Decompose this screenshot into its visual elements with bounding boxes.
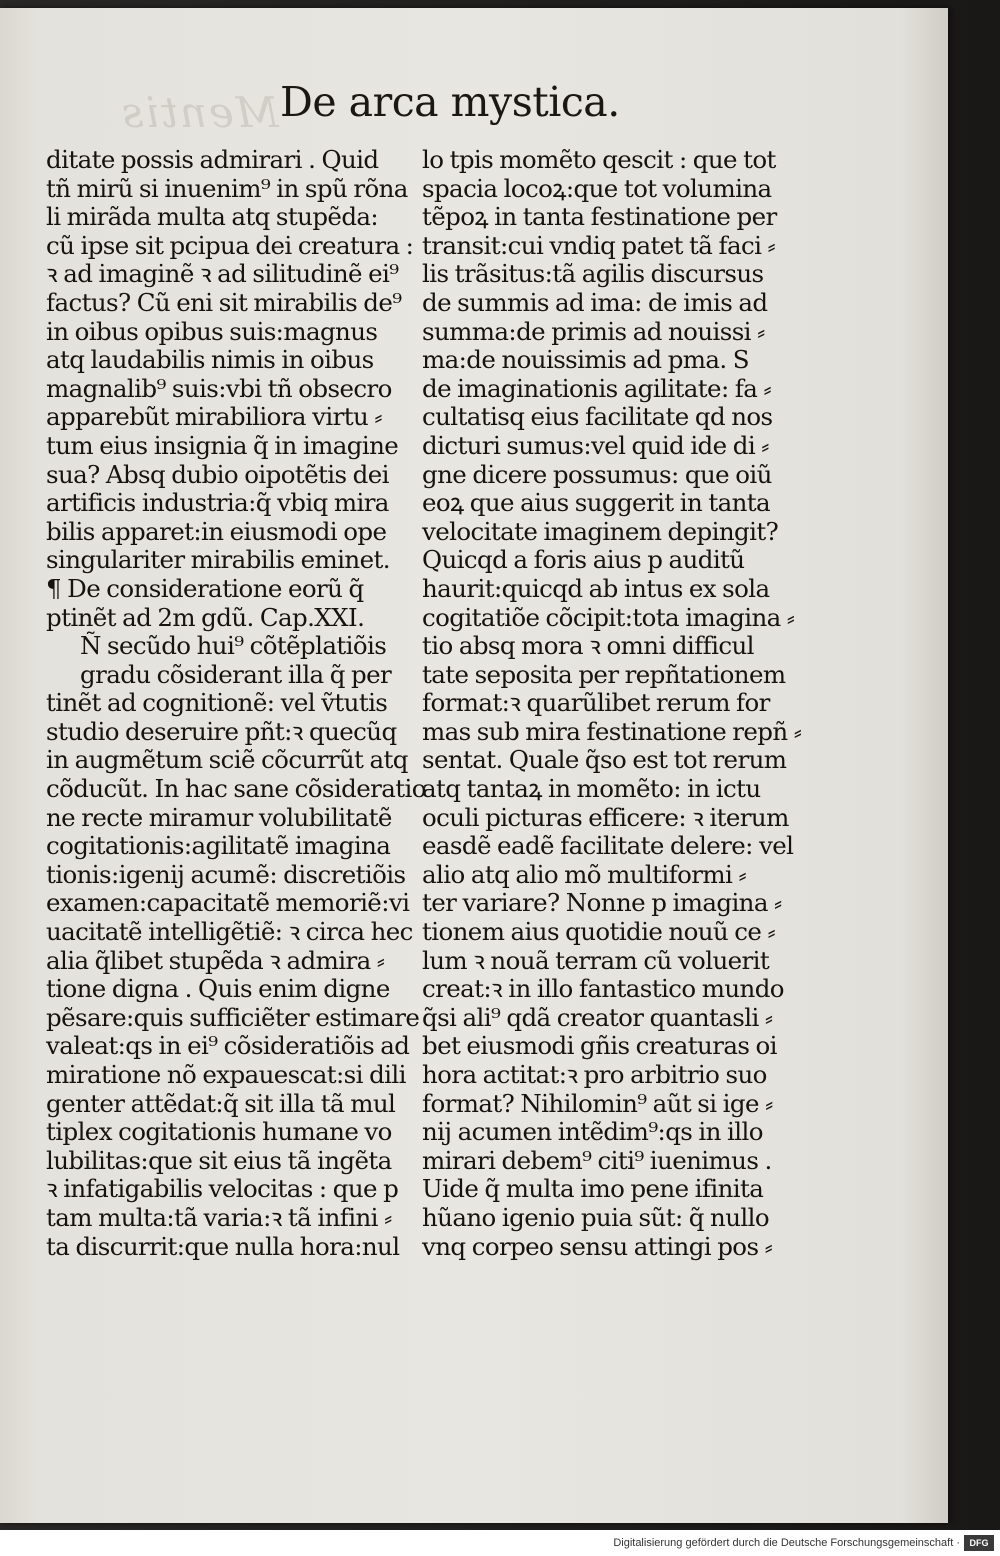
text-line: artificis industria:q̃ vbiq mira <box>46 488 389 518</box>
text-line: ta discurrit:que nulla hora:nul <box>46 1231 400 1261</box>
text-line: pẽsare:quis sufficiẽter estimare <box>46 1002 420 1032</box>
text-line: cogitatiõe cõcipit:tota imagina ⸗ <box>422 602 795 632</box>
text-line: lubilitas:que sit eius tã ingẽta <box>46 1145 392 1175</box>
text-line: ditate possis admirari . Quid <box>46 145 379 174</box>
right-text-column <box>422 145 802 1261</box>
text-line: nij acumen intẽdim⁹:qs in illo <box>422 1117 763 1147</box>
text-line: tam multa:tã varia:ꝛ tã infini ⸗ <box>46 1202 392 1232</box>
text-line: tñ mirũ si inuenim⁹ in spũ rõna <box>46 173 408 203</box>
text-line: lis trãsitus:tã agilis discursus <box>422 259 764 289</box>
text-line: miratione nõ expauescat:si dili <box>46 1060 406 1089</box>
text-line: summa:de primis ad nouissi ⸗ <box>422 316 765 346</box>
text-line: tio absq mora ꝛ omni difficul <box>422 631 754 661</box>
text-line: uacitatẽ intelligẽtiẽ: ꝛ circa hec <box>46 917 413 947</box>
text-line: ꝛ ad imaginẽ ꝛ ad silitudinẽ ei⁹ <box>46 259 399 289</box>
text-line: mirari debem⁹ citi⁹ iuenimus . <box>422 1145 772 1175</box>
text-line: oculi picturas efficere: ꝛ iterum <box>422 802 789 832</box>
left-text-column <box>46 145 426 1261</box>
text-line: de summis ad ima: de imis ad <box>422 287 768 317</box>
text-line: atq laudabilis nimis in oibus <box>46 345 374 375</box>
text-line: gne dicere possumus: que oiũ <box>422 459 772 489</box>
text-line: tate seposita per repñtationem <box>422 659 786 689</box>
text-line: li mirãda multa atq stupẽda: <box>46 202 379 232</box>
text-line: tione digna . Quis enim digne <box>46 974 390 1004</box>
text-line: factus? Cũ eni sit mirabilis de⁹ <box>46 287 402 317</box>
text-line: sentat. Quale q̃so est tot rerum <box>422 745 787 775</box>
text-line: ¶ De consideratione eorũ q̃ <box>46 573 364 603</box>
text-line: ꝛ infatigabilis velocitas : que p <box>46 1174 399 1204</box>
text-line: Ñ secũdo hui⁹ cõtẽplatiõis <box>80 631 387 661</box>
text-line: tiplex cogitationis humane vo <box>46 1117 392 1147</box>
text-line: spacia locoꝝ:que tot volumina <box>422 173 772 203</box>
dfg-logo: DFG <box>964 1535 994 1551</box>
text-line: magnalib⁹ suis:vbi tñ obsecro <box>46 373 392 403</box>
text-line: lum ꝛ nouã terram cũ voluerit <box>422 945 770 975</box>
text-line: eoꝝ que aius suggerit in tanta <box>422 488 771 518</box>
text-line: tẽpoꝝ in tanta festinatione per <box>422 202 777 232</box>
text-line: format:ꝛ quarũlibet rerum for <box>422 688 770 718</box>
text-line: genter attẽdat:q̃ sit illa tã mul <box>46 1088 396 1118</box>
text-line: atq tantaꝝ in momẽto: in ictu <box>422 774 761 804</box>
text-line: transit:cui vndiq patet tã faci ⸗ <box>422 230 776 260</box>
text-line: lo tpis momẽto qescit : que tot <box>422 145 776 174</box>
text-line: studio deseruire pñt:ꝛ quecũq <box>46 716 397 746</box>
text-line: alio atq alio mõ multiformi ⸗ <box>422 859 746 889</box>
text-line: mas sub mira festinatione repñ ⸗ <box>422 716 802 746</box>
text-line: examen:capacitatẽ memoriẽ:vi <box>46 888 410 918</box>
text-line: ma:de nouissimis ad pma. S <box>422 345 749 375</box>
text-line: singulariter mirabilis eminet. <box>46 545 390 575</box>
text-line: cũ ipse sit pcipua dei creatura : <box>46 230 414 260</box>
text-line: tionem aius quotidie nouũ ce ⸗ <box>422 917 776 947</box>
text-line: alia q̃libet stupẽda ꝛ admira ⸗ <box>46 945 385 975</box>
text-line: Quicqd a foris aius p auditũ <box>422 545 745 575</box>
text-line: bet eiusmodi gñis creaturas oi <box>422 1031 777 1061</box>
text-line: gradu cõsiderant illa q̃ per <box>80 659 392 689</box>
text-line: tionis:igenij acumẽ: discretiõis <box>46 859 406 889</box>
text-line: velocitate imaginem depingit? <box>422 516 779 546</box>
text-line: easdẽ eadẽ facilitate delere: vel <box>422 831 794 861</box>
text-line: dicturi sumus:vel quid ide di ⸗ <box>422 430 769 460</box>
text-line: haurit:quicqd ab intus ex sola <box>422 573 770 603</box>
text-line: Uide q̃ multa imo pene ifinita <box>422 1174 764 1204</box>
text-line: cogitationis:agilitatẽ imagina <box>46 831 391 861</box>
text-line: in oibus opibus suis:magnus <box>46 316 378 346</box>
text-line: sua? Absq dubio oipotẽtis dei <box>46 459 389 489</box>
show-through-text: Mentis <box>120 88 279 137</box>
text-line: apparebũt mirabiliora virtu ⸗ <box>46 402 382 432</box>
text-line: format? Nihilomin⁹ aũt si ige ⸗ <box>422 1088 773 1118</box>
text-line: ne recte miramur volubilitatẽ <box>46 802 392 832</box>
text-line: ter variare? Nonne p imagina ⸗ <box>422 888 782 918</box>
text-line: in augmẽtum sciẽ cõcurrũt atq <box>46 745 408 775</box>
text-line: creat:ꝛ in illo fantastico mundo <box>422 974 784 1004</box>
text-line: de imaginationis agilitate: fa ⸗ <box>422 373 772 403</box>
text-line: q̃si ali⁹ qdã creator quantasli ⸗ <box>422 1002 773 1032</box>
text-line: vnq corpeo sensu attingi pos ⸗ <box>422 1231 773 1261</box>
text-line: cõducũt. In hac sane cõsideratio <box>46 774 426 804</box>
text-line: tinẽt ad cognitionẽ: vel ṽtutis <box>46 688 388 718</box>
running-head: De arca mystica. <box>280 78 620 126</box>
text-line: ptinẽt ad 2m gdũ. Cap.XXI. <box>46 602 365 632</box>
text-line: bilis apparet:in eiusmodi ope <box>46 516 387 546</box>
text-line: hũano igenio puia sũt: q̃ nullo <box>422 1202 770 1232</box>
funding-credit: Digitalisierung gefördert durch die Deutsche Forschungsgemeinschaft · <box>613 1537 960 1549</box>
text-line: hora actitat:ꝛ pro arbitrio suo <box>422 1060 767 1089</box>
text-line: tum eius insignia q̃ in imagine <box>46 430 399 460</box>
text-line: valeat:qs in ei⁹ cõsideratiõis ad <box>46 1031 410 1061</box>
text-line: cultatisq eius facilitate qd nos <box>422 402 773 432</box>
